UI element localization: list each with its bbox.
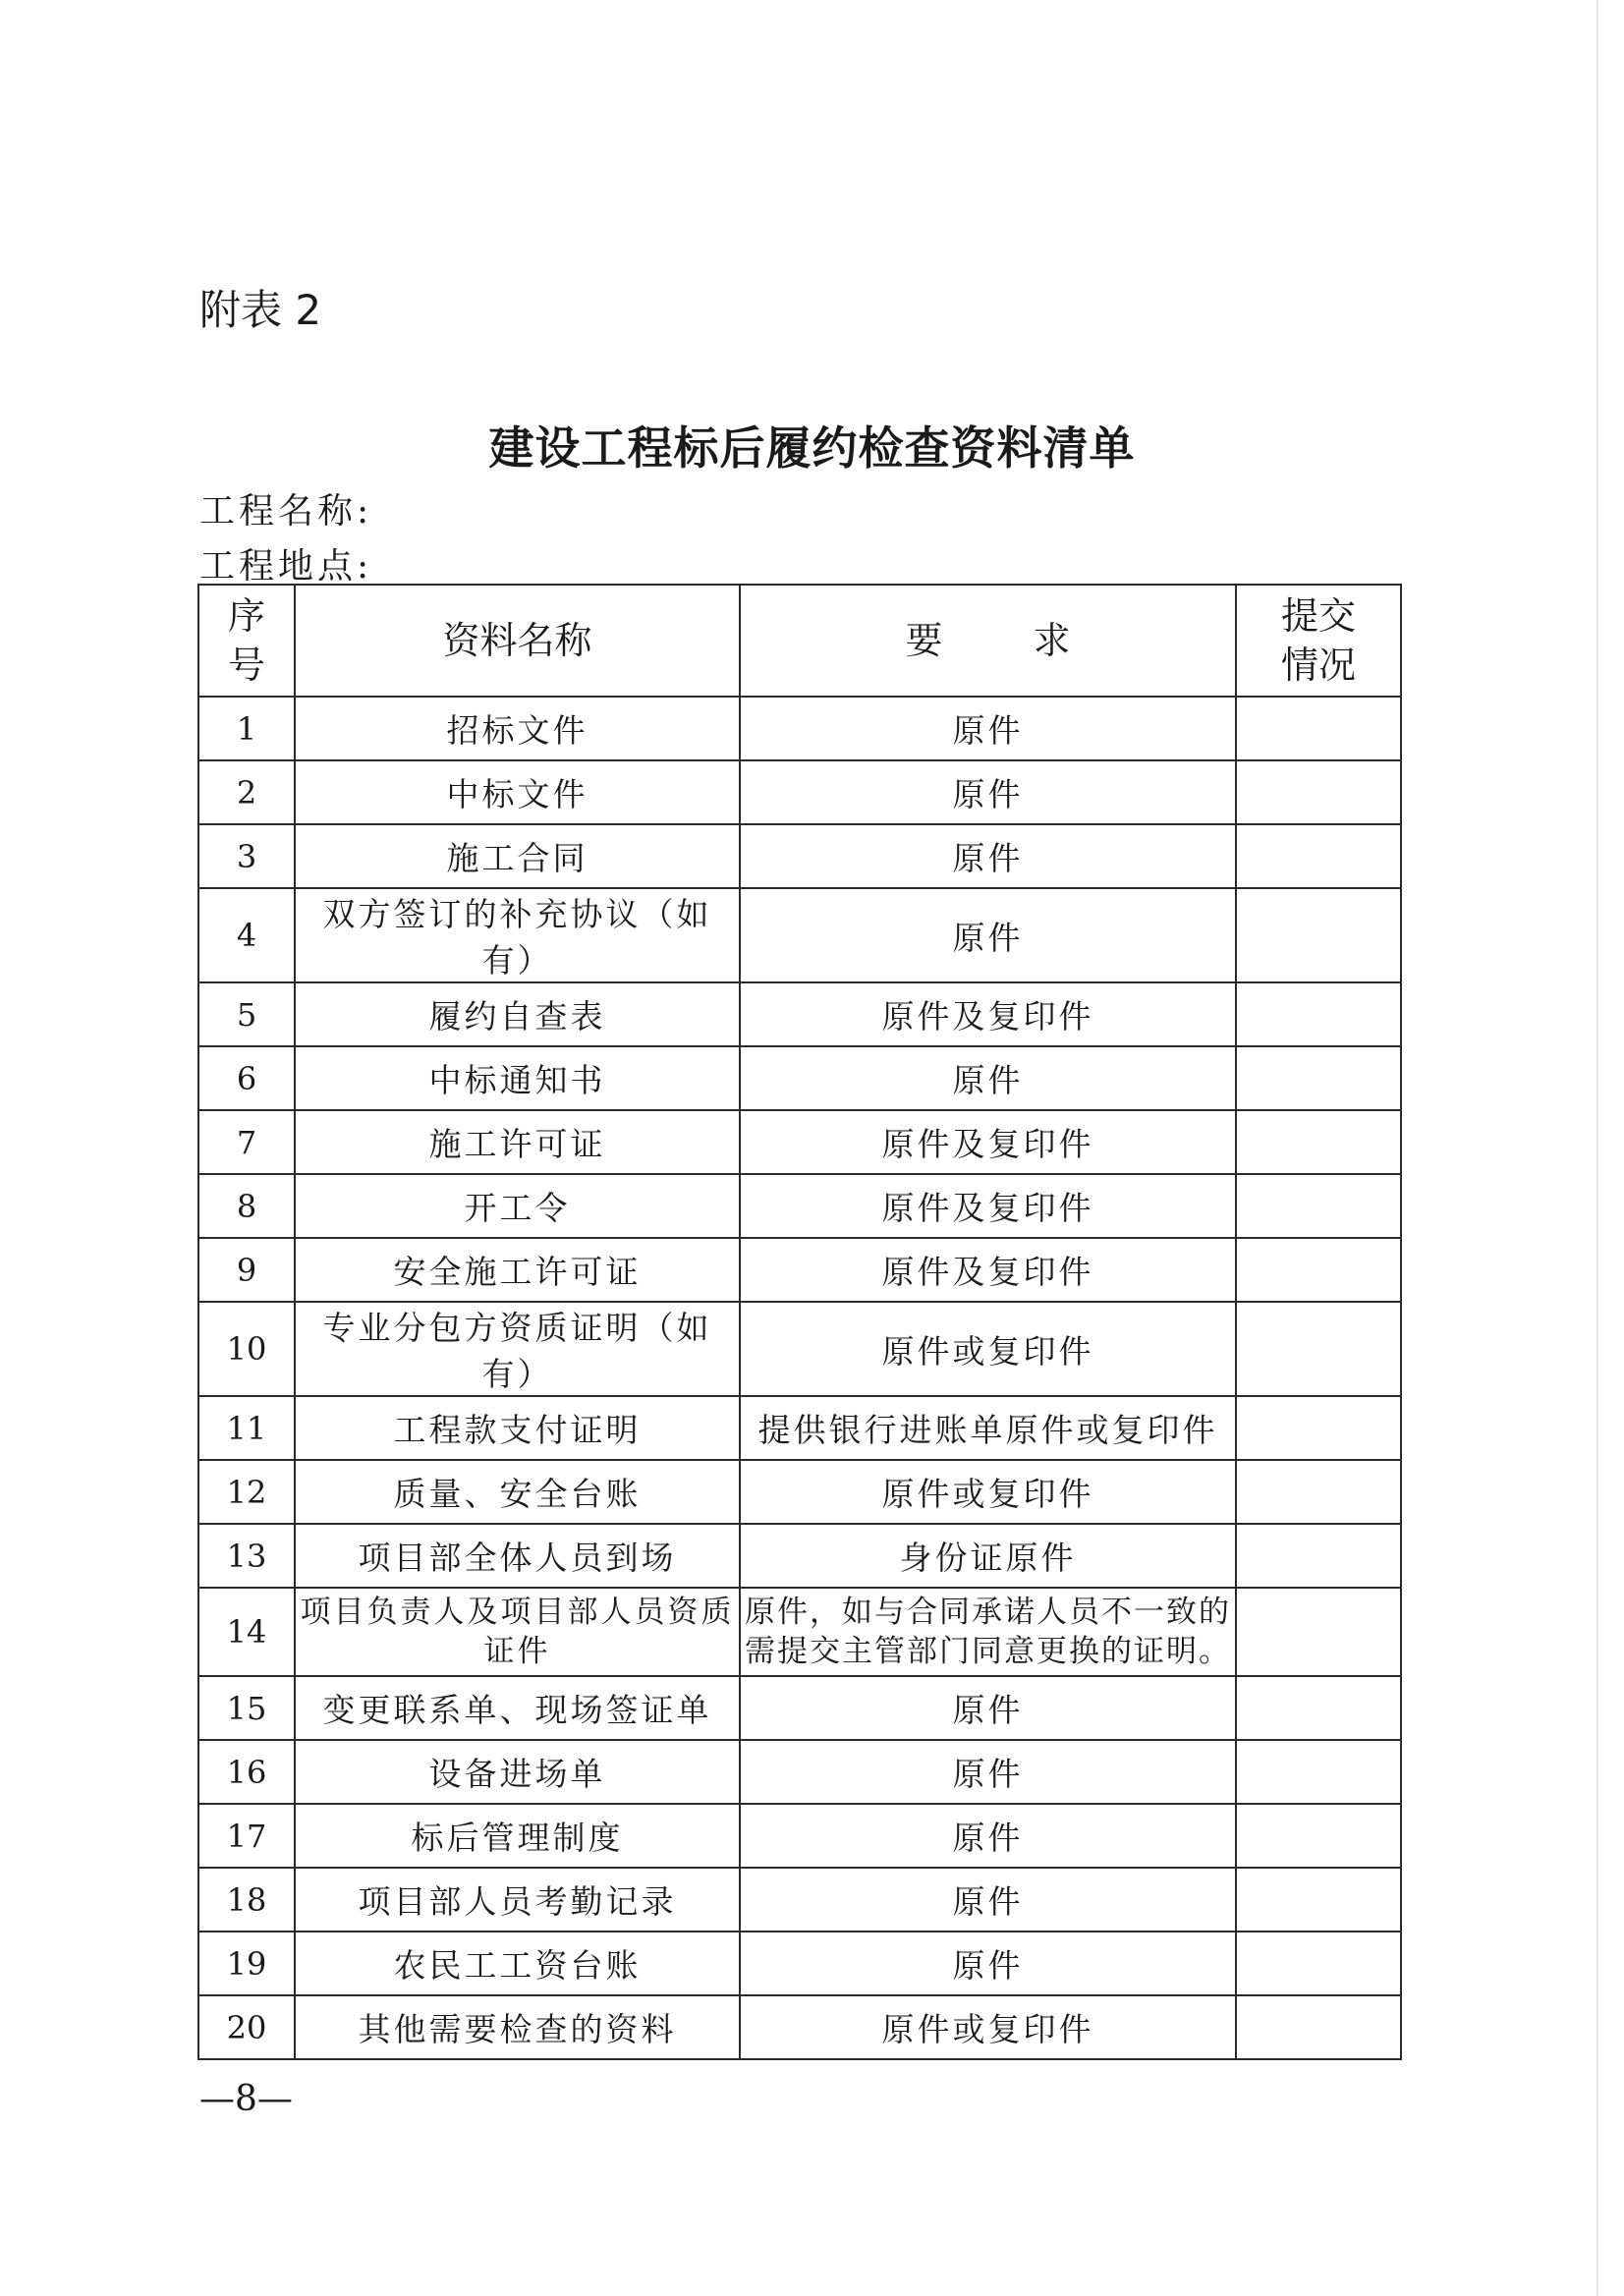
row-requirement: 原件	[740, 1676, 1236, 1740]
document-title: 建设工程标后履约检查资料清单	[488, 421, 1136, 475]
row-number: 12	[198, 1460, 295, 1524]
row-name: 招标文件	[295, 697, 740, 760]
header-status	[1236, 585, 1401, 697]
row-number: 19	[198, 1932, 295, 1995]
row-status	[1236, 1868, 1401, 1932]
row-name: 专业分包方资质证明（如有）	[295, 1302, 740, 1396]
row-number: 3	[198, 824, 295, 888]
row-status	[1236, 888, 1401, 982]
row-status	[1236, 1995, 1401, 2059]
row-requirement: 原件	[740, 1740, 1236, 1804]
row-status	[1236, 1804, 1401, 1868]
row-number: 7	[198, 1110, 295, 1174]
table-row	[198, 888, 1401, 982]
table-header-row	[198, 585, 1401, 697]
row-requirement: 原件及复印件	[740, 1174, 1236, 1238]
row-name: 变更联系单、现场签证单	[295, 1676, 740, 1740]
row-name: 开工令	[295, 1174, 740, 1238]
table-row	[198, 1676, 1401, 1740]
row-number: 13	[198, 1524, 295, 1588]
row-requirement: 原件	[740, 1868, 1236, 1932]
row-number: 15	[198, 1676, 295, 1740]
header-status-line1: 提交	[1280, 594, 1356, 638]
table-body	[198, 697, 1401, 2059]
row-requirement: 原件	[740, 760, 1236, 824]
row-number: 5	[198, 982, 295, 1046]
row-number: 6	[198, 1046, 295, 1110]
row-number: 20	[198, 1995, 295, 2059]
row-number: 11	[198, 1396, 295, 1460]
checklist-table	[197, 584, 1402, 2060]
table-row	[198, 1460, 1401, 1524]
header-name: 资料名称	[295, 585, 740, 697]
row-name: 履约自查表	[295, 982, 740, 1046]
row-number: 8	[198, 1174, 295, 1238]
row-requirement: 原件或复印件	[740, 1460, 1236, 1524]
table-row	[198, 1238, 1401, 1302]
row-name: 双方签订的补充协议（如有）	[295, 888, 740, 982]
row-requirement: 原件	[740, 1804, 1236, 1868]
row-name: 质量、安全台账	[295, 1460, 740, 1524]
table-row	[198, 824, 1401, 888]
row-number: 17	[198, 1804, 295, 1868]
row-status	[1236, 1046, 1401, 1110]
row-requirement: 原件及复印件	[740, 982, 1236, 1046]
header-no	[198, 585, 295, 697]
row-number: 2	[198, 760, 295, 824]
row-status	[1236, 1676, 1401, 1740]
row-number: 10	[198, 1302, 295, 1396]
row-requirement: 原件或复印件	[740, 1302, 1236, 1396]
table-row	[198, 1302, 1401, 1396]
scan-edge-line	[1596, 0, 1598, 2296]
table-row	[198, 1995, 1401, 2059]
row-status	[1236, 824, 1401, 888]
project-name-label: 工程名称:	[199, 491, 373, 532]
table-row	[198, 1110, 1401, 1174]
row-status	[1236, 982, 1401, 1046]
row-status	[1236, 1588, 1401, 1676]
row-requirement: 原件	[740, 1046, 1236, 1110]
row-name: 中标通知书	[295, 1046, 740, 1110]
row-status	[1236, 1302, 1401, 1396]
row-status	[1236, 1460, 1401, 1524]
row-status	[1236, 1740, 1401, 1804]
header-status-line2: 情况	[1280, 644, 1356, 687]
table-row	[198, 1396, 1401, 1460]
page-number: —8—	[199, 2079, 293, 2119]
table-row	[198, 760, 1401, 824]
row-status	[1236, 697, 1401, 760]
row-name: 设备进场单	[295, 1740, 740, 1804]
row-name: 工程款支付证明	[295, 1396, 740, 1460]
row-number: 14	[198, 1588, 295, 1676]
table-row	[198, 1524, 1401, 1588]
row-number: 1	[198, 697, 295, 760]
row-name: 标后管理制度	[295, 1804, 740, 1868]
header-requirement: 要 求	[740, 585, 1236, 697]
table-row	[198, 1588, 1401, 1676]
table-row	[198, 1174, 1401, 1238]
table-row	[198, 697, 1401, 760]
row-requirement: 原件，如与合同承诺人员不一致的需提交主管部门同意更换的证明。	[740, 1588, 1236, 1676]
row-name: 项目部全体人员到场	[295, 1524, 740, 1588]
row-requirement: 原件	[740, 888, 1236, 982]
row-number: 4	[198, 888, 295, 982]
row-requirement: 原件	[740, 824, 1236, 888]
row-requirement: 身份证原件	[740, 1524, 1236, 1588]
table-row	[198, 1740, 1401, 1804]
row-status	[1236, 1110, 1401, 1174]
row-requirement: 原件或复印件	[740, 1995, 1236, 2059]
row-status	[1236, 1396, 1401, 1460]
attachment-label: 附表 2	[199, 286, 322, 334]
row-name: 项目负责人及项目部人员资质证件	[295, 1588, 740, 1676]
row-name: 施工许可证	[295, 1110, 740, 1174]
row-name: 施工合同	[295, 824, 740, 888]
header-no-line1: 序	[227, 594, 265, 638]
row-status	[1236, 1524, 1401, 1588]
row-requirement: 原件及复印件	[740, 1110, 1236, 1174]
project-site-label: 工程地点:	[199, 546, 373, 587]
row-number: 9	[198, 1238, 295, 1302]
row-name: 农民工工资台账	[295, 1932, 740, 1995]
table-row	[198, 1932, 1401, 1995]
table-row	[198, 1868, 1401, 1932]
row-status	[1236, 1932, 1401, 1995]
row-name: 其他需要检查的资料	[295, 1995, 740, 2059]
row-requirement: 原件	[740, 697, 1236, 760]
table-row	[198, 982, 1401, 1046]
row-name: 项目部人员考勤记录	[295, 1868, 740, 1932]
row-status	[1236, 760, 1401, 824]
row-requirement: 原件及复印件	[740, 1238, 1236, 1302]
row-name: 中标文件	[295, 760, 740, 824]
header-no-line2: 号	[227, 644, 265, 687]
row-name: 安全施工许可证	[295, 1238, 740, 1302]
row-status	[1236, 1238, 1401, 1302]
row-number: 18	[198, 1868, 295, 1932]
row-number: 16	[198, 1740, 295, 1804]
table-row	[198, 1804, 1401, 1868]
row-status	[1236, 1174, 1401, 1238]
row-requirement: 提供银行进账单原件或复印件	[740, 1396, 1236, 1460]
table-row	[198, 1046, 1401, 1110]
row-requirement: 原件	[740, 1932, 1236, 1995]
